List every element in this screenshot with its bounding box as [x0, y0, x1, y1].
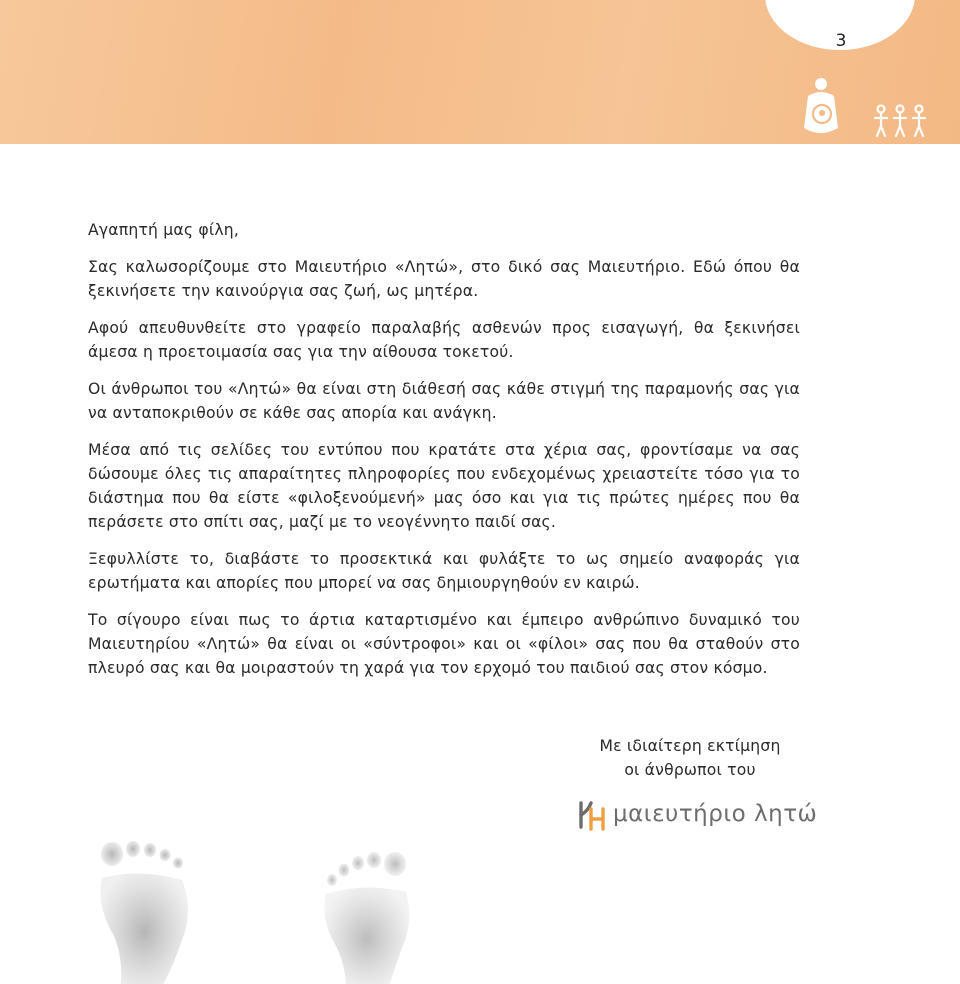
- leto-logo-mark-icon: [577, 799, 607, 833]
- header-band: [0, 0, 960, 144]
- pregnant-mother-icon: [800, 76, 842, 138]
- letter-paragraph: Μέσα από τις σελίδες του εντύπου που κρατάτε στα χέρια σας, φροντίσαμε να σας δώσουμε όλες τις απαραίτητες πληροφορίες που ενδεχομένως χρειαστείτε τόσο για το διάστημα που θα είστε «φιλοξενούμενή» μας όσο και για τις πρώτες ημέρες που θα περάσετε στο σπίτι σας, μαζί με το νεογέννητο παιδί σας.: [88, 441, 800, 531]
- letter-paragraph: Σας καλωσορίζουμε στο Μαιευτήριο «Λητώ», στο δικό σας Μαιευτήριο. Εδώ όπου θα ξεκινήσετε την καινούργια σας ζωή, ως μητέρα.: [88, 258, 800, 300]
- letter-paragraph: Αφού απευθυνθείτε στο γραφείο παραλαβής ασθενών προς εισαγωγή, θα ξεκινήσει άμεσα η προετοιμασία σας για την αίθουσα τοκετού.: [88, 319, 800, 361]
- family-figures-icon: [872, 104, 928, 138]
- baby-footprint-right-icon: [318, 850, 428, 984]
- closing-line-1: Με ιδιαίτερη εκτίμηση: [599, 737, 781, 755]
- baby-footprint-left-icon: [90, 840, 220, 984]
- letter-greeting: Αγαπητή μας φίλη,: [88, 221, 240, 239]
- letter-body: [88, 218, 800, 693]
- letter-paragraph: Το σίγουρο είναι πως το άρτια καταρτισμένο και έμπειρο ανθρώπινο δυναμικό του Μαιευτηρίου «Λητώ» θα είναι οι «σύντροφοι» και οι «φίλοι» σας που θα σταθούν στο πλευρό σας και θα μοιραστούν τη χαρά για τον ερχομό του παιδιού σας στον κόσμο.: [88, 611, 800, 677]
- leto-logo: [577, 799, 818, 833]
- page-number: 3: [835, 31, 847, 51]
- closing-line-2: οι άνθρωποι του: [624, 761, 756, 779]
- logo-wordmark: μαιευτήριο λητώ: [613, 801, 818, 827]
- letter-paragraph: Ξεφυλλίστε το, διαβάστε το προσεκτικά και φυλάξτε το ως σημείο αναφοράς για ερωτήματα και απορίες που μπορεί να σας δημιουργηθούν εν καιρώ.: [88, 550, 800, 592]
- closing-signature: [560, 734, 820, 782]
- letter-paragraph: Οι άνθρωποι του «Λητώ» θα είναι στη διάθεσή σας κάθε στιγμή της παραμονής σας για να ανταποκριθούν σε κάθε σας απορία και ανάγκη.: [88, 380, 800, 422]
